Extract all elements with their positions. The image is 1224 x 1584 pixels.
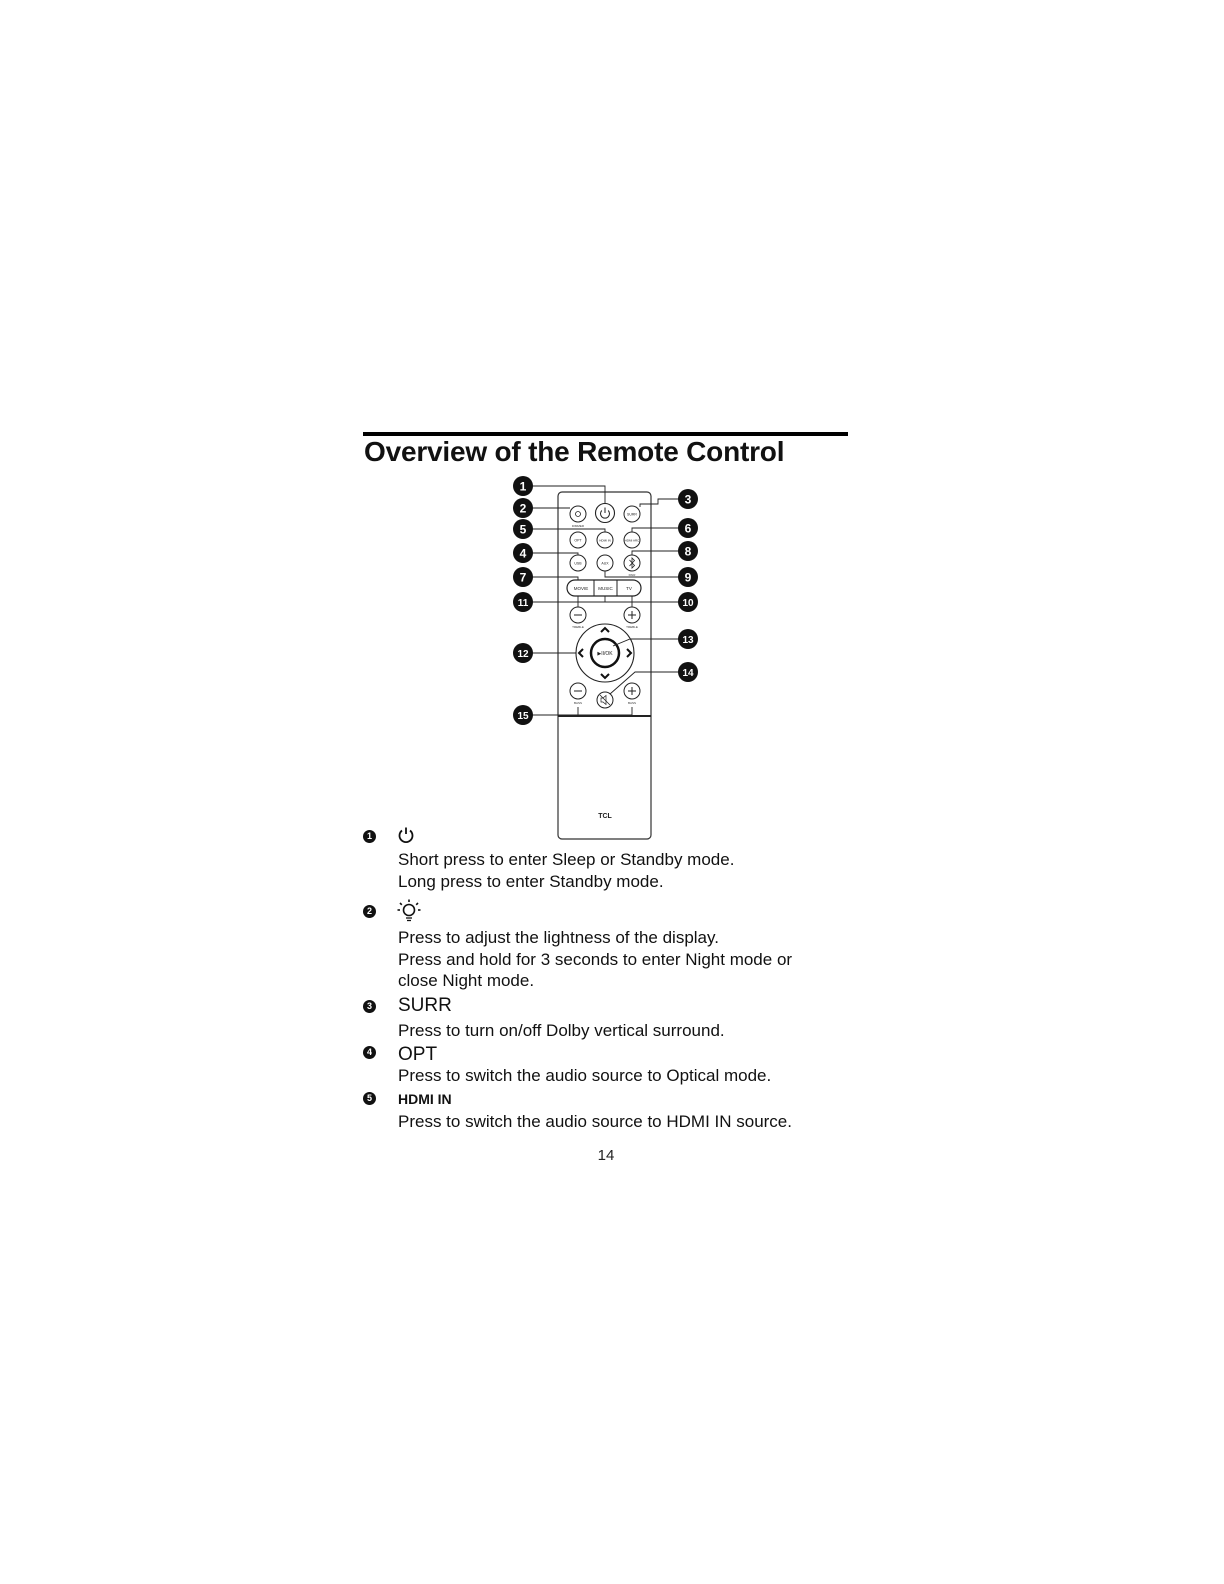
- item-heading: OPT: [398, 1044, 438, 1065]
- item-description: Press to turn on/off Dolby vertical surround.: [398, 1021, 725, 1040]
- item-description: Short press to enter Sleep or Standby mode.: [398, 850, 735, 869]
- svg-text:14: 14: [682, 668, 694, 679]
- svg-text:AUX: AUX: [601, 561, 609, 566]
- svg-text:9: 9: [684, 570, 692, 585]
- power-button: [596, 504, 615, 523]
- tv-button: TV: [626, 586, 632, 591]
- svg-text:15: 15: [517, 711, 529, 722]
- callout-10: [678, 592, 698, 612]
- aux-button: [597, 555, 613, 571]
- hdmi-in-button: [597, 532, 613, 548]
- callout-12: [513, 643, 533, 663]
- callout-6: [678, 518, 698, 538]
- svg-text:7: 7: [519, 570, 527, 585]
- item-heading: HDMI IN: [398, 1091, 452, 1107]
- pair-label: PAIR: [628, 573, 636, 577]
- hdmi-arc-button: [624, 532, 640, 548]
- svg-text:10: 10: [682, 598, 694, 609]
- remote-brand-logo: TCL: [598, 813, 612, 820]
- callout-7: [513, 567, 533, 587]
- item-description: Press to switch the audio source to HDMI IN source.: [398, 1112, 792, 1131]
- svg-text:12: 12: [517, 649, 529, 660]
- usb-button: [570, 555, 586, 571]
- item-description: Long press to enter Standby mode.: [398, 871, 664, 891]
- svg-text:OPT: OPT: [574, 538, 582, 543]
- callout-4: [513, 543, 533, 563]
- item-description: Press to switch the audio source to Optical mode.: [398, 1066, 772, 1085]
- item-marker: 3: [363, 1000, 376, 1013]
- item-marker: 2: [363, 905, 376, 918]
- callout-1: [513, 476, 533, 496]
- svg-text:USB: USB: [574, 561, 582, 566]
- item-marker: 4: [363, 1046, 376, 1059]
- brightness-icon: [396, 898, 424, 926]
- item-marker: 5: [363, 1092, 376, 1105]
- treble-plus-button: [624, 607, 640, 629]
- svg-text:HDMI ARC: HDMI ARC: [624, 538, 640, 543]
- svg-text:5: 5: [519, 522, 527, 537]
- svg-text:8: 8: [684, 544, 692, 559]
- svg-text:6: 6: [684, 521, 692, 536]
- remote-diagram: [500, 470, 705, 842]
- callout-8: [678, 541, 698, 561]
- callout-2: [513, 498, 533, 518]
- callout-5: [513, 519, 533, 539]
- brightness-button: [570, 506, 586, 528]
- svg-text:13: 13: [682, 635, 694, 646]
- music-button: MUSIC: [598, 586, 613, 591]
- svg-text:3: 3: [684, 492, 692, 507]
- opt-button: [570, 532, 586, 548]
- svg-text:BASS: BASS: [573, 701, 583, 705]
- callout-9: [678, 567, 698, 587]
- callout-14: [678, 662, 698, 682]
- mute-button: [597, 692, 613, 708]
- item-heading: SURR: [398, 995, 452, 1016]
- play-ok-label: ▶II/OK: [597, 651, 613, 657]
- item-description: Press to adjust the lightness of the display.: [398, 928, 719, 947]
- svg-text:2: 2: [519, 501, 527, 516]
- svg-text:1: 1: [519, 479, 527, 494]
- movie-button: MOVIE: [573, 586, 589, 591]
- dimmer-label: DIMMER: [571, 524, 585, 528]
- treble-minus-button: [570, 607, 586, 629]
- power-icon: [397, 826, 415, 844]
- callout-3: [678, 489, 698, 509]
- item-marker: 1: [363, 830, 376, 843]
- svg-text:4: 4: [519, 546, 527, 561]
- item-description: close Night mode.: [398, 971, 535, 990]
- svg-text:BASS: BASS: [627, 701, 637, 705]
- page-number: 14: [597, 1147, 615, 1164]
- svg-text:TREBLE: TREBLE: [572, 625, 584, 629]
- surr-button: [624, 506, 640, 522]
- svg-text:TREBLE: TREBLE: [626, 625, 638, 629]
- callout-13: [678, 629, 698, 649]
- svg-text:SURR: SURR: [627, 512, 637, 517]
- page-title: Overview of the Remote Control: [364, 436, 785, 467]
- item-description: Press and hold for 3 seconds to enter Night mode or: [398, 949, 793, 969]
- callout-15: [513, 705, 533, 725]
- svg-text:11: 11: [517, 598, 529, 609]
- svg-text:HDMI IN: HDMI IN: [599, 538, 611, 543]
- callout-11: [513, 592, 533, 612]
